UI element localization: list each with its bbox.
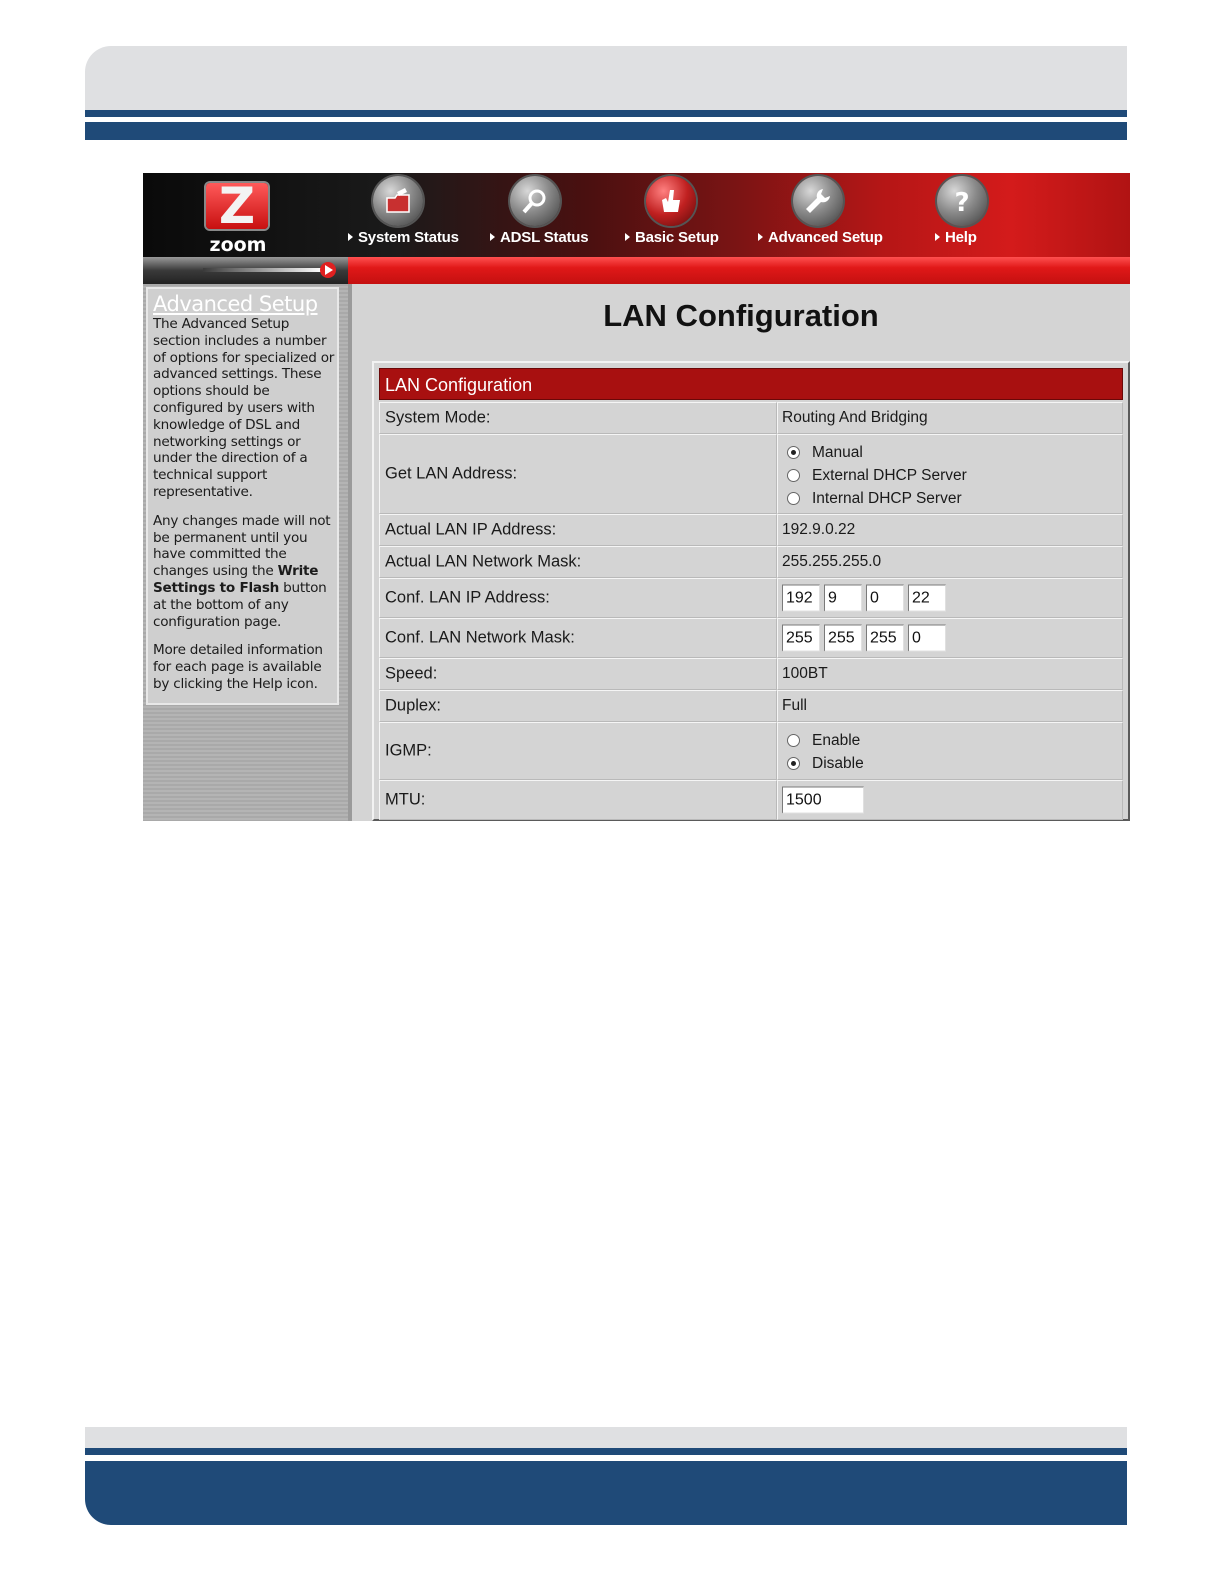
row-conf-lan-ip [379,578,1123,618]
sidebar-paragraph-3: More detailed information for each page is available by clicking the Help icon. [153,642,323,692]
nav-label-adsl-status: ADSL Status [490,229,588,246]
table-header: LAN Configuration [379,368,1123,400]
nav-help[interactable] [935,173,1005,257]
speed-value: 100BT [782,665,828,682]
sidebar-paragraph-1: The Advanced Setup section includes a number of options for specialized or advanced settings. These options should be configured by users with knowledge of DSL and networking settings or under the direction of a technical support representative. [153,316,335,500]
sidebar-paragraph-2: Any changes made will not be permanent until you have committed the changes using the Write Settings to Flash button at the bottom of any configuration page. [153,512,331,630]
system-mode-label: System Mode: [385,408,491,427]
nav-system-status[interactable] [348,173,458,257]
row-get-lan-address: Get LAN Address: Manual External DHCP Server Internal DHCP Server [379,434,1123,514]
main-content [352,284,1130,821]
actual-lan-mask-value: 255.255.255.0 [782,553,882,570]
magnifier-icon [510,176,560,226]
igmp-label: IGMP: [385,741,432,760]
document-footer-band [85,1427,1127,1525]
router-web-ui-screenshot [143,173,1130,821]
conf-ip-octet-3[interactable]: 0 [866,585,904,612]
arrow-right-icon [320,262,336,278]
question-icon [937,176,987,226]
zoom-logo[interactable] [198,177,278,256]
page-title: LAN Configuration [603,298,879,333]
conf-mask-octet-3[interactable]: 255 [866,625,904,652]
zoom-z-icon: Z [206,183,268,229]
actual-lan-ip-label: Actual LAN IP Address: [385,520,557,539]
actual-lan-ip-value: 192.9.0.22 [782,521,856,538]
nav-basic-setup[interactable] [623,173,733,257]
conf-ip-octet-4[interactable]: 22 [908,585,946,612]
actual-lan-mask-label: Actual LAN Network Mask: [385,552,582,571]
write-settings-emphasis: Write Settings to Flash [153,563,319,596]
document-header-band [85,46,1127,140]
nav-label-advanced-setup: Advanced Setup [758,229,883,246]
svg-text:?: ? [954,188,970,216]
logo-wordmark: zoom [209,234,267,256]
conf-mask-octet-4[interactable]: 0 [908,625,946,652]
row-igmp: IGMP: Enable Disable [379,722,1123,780]
nav-adsl-status[interactable] [488,173,598,257]
duplex-value: Full [782,697,807,714]
row-speed [379,658,1123,690]
conf-ip-octet-1[interactable]: 192 [782,585,820,612]
row-conf-lan-mask [379,618,1123,658]
folder-edit-icon [373,176,423,226]
conf-lan-ip-label: Conf. LAN IP Address: [385,588,550,607]
sidebar-arrow-bar [143,257,348,284]
wrench-icon [793,176,843,226]
speed-label: Speed: [385,664,438,683]
lan-config-panel [372,361,1130,821]
row-duplex [379,690,1123,722]
row-system-mode [379,402,1123,434]
row-actual-lan-ip [379,514,1123,546]
row-mtu [379,780,1123,820]
nav-advanced-setup[interactable] [756,173,886,257]
conf-mask-octet-2[interactable]: 255 [824,625,862,652]
sidebar-help-box [146,287,339,705]
top-navigation-bar [143,173,1130,257]
hand-pointer-icon [646,176,696,226]
nav-label-help: Help [935,229,977,246]
conf-ip-octet-2[interactable]: 9 [824,585,862,612]
nav-label-system-status: System Status [348,229,459,246]
mtu-input[interactable]: 1500 [782,787,864,814]
conf-mask-octet-1[interactable]: 255 [782,625,820,652]
sidebar [143,284,348,821]
conf-lan-mask-label: Conf. LAN Network Mask: [385,628,575,647]
system-mode-value: Routing And Bridging [782,409,928,426]
nav-label-basic-setup: Basic Setup [625,229,719,246]
get-lan-address-label: Get LAN Address: [385,464,518,483]
sidebar-title-link[interactable]: Advanced Setup [153,292,318,316]
mtu-label: MTU: [385,790,426,809]
duplex-label: Duplex: [385,696,441,715]
row-actual-lan-mask [379,546,1123,578]
